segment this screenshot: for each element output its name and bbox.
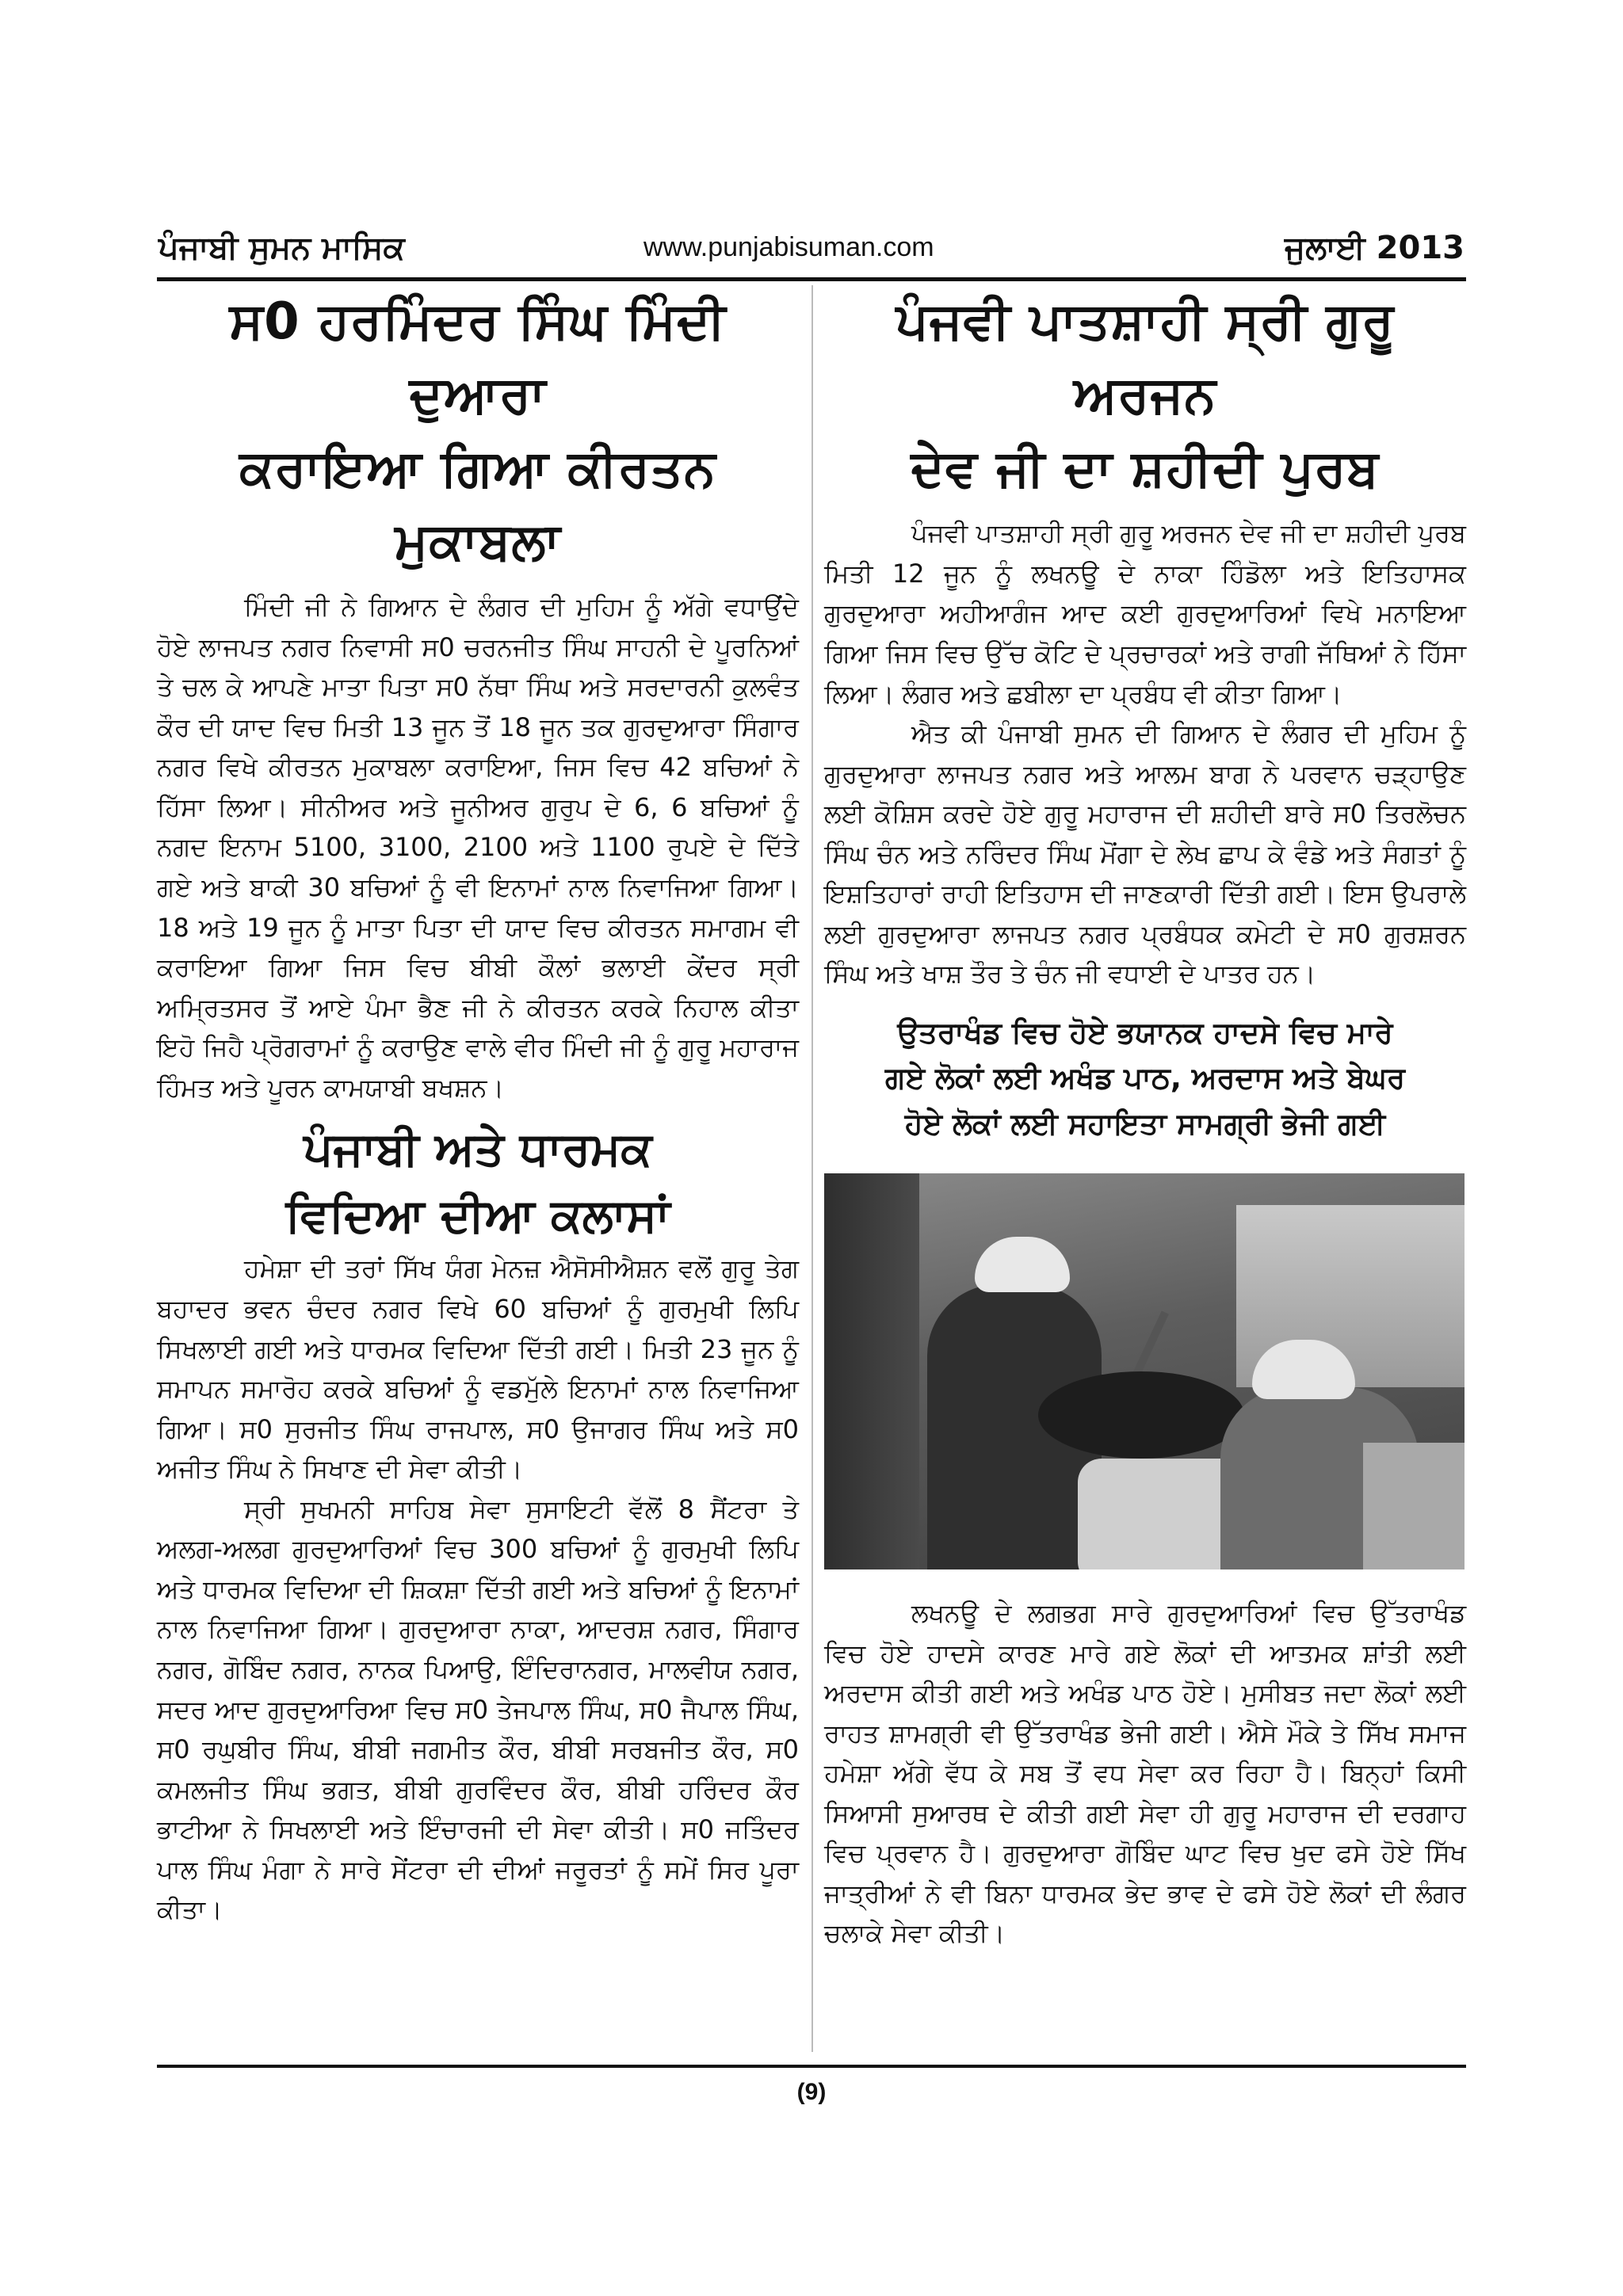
photo-turban-left: [975, 1237, 1070, 1292]
langar-photo: [824, 1173, 1465, 1569]
article-title-uttarakhand-line1: ਉਤਰਾਖੰਡ ਵਿਚ ਹੋਏ ਭਯਾਨਕ ਹਾਦਸੇ ਵਿਚ ਮਾਰੇ: [897, 1015, 1393, 1050]
article-title-classes-line1: ਪੰਜਾਬੀ ਅਤੇ ਧਾਰਮਕ: [304, 1122, 652, 1177]
masthead-title: ਪੰਜਾਬੀ ਸੁਮਨ ਮਾਸਿਕ: [158, 230, 405, 266]
article-title-shaheedi-line2: ਦੇਵ ਜੀ ਦਾ ਸ਼ਹੀਦੀ ਪੁਰਬ: [911, 439, 1380, 498]
article-title-kirtan-line2: ਕਰਾਇਆ ਗਿਆ ਕੀਰਤਨ ਮੁਕਾਬਲਾ: [239, 439, 716, 572]
photo-background: [824, 1173, 919, 1569]
article-body-kirtan: ਮਿੰਦੀ ਜੀ ਨੇ ਗਿਆਨ ਦੇ ਲੰਗਰ ਦੀ ਮੁਹਿਮ ਨੂੰ ਅੱਗੇ ਵਧਾਉਂਦੇ ਹੋਏ ਲਾਜਪਤ ਨਗਰ ਨਿਵਾਸੀ ਸ0 ਚਰਨਜੀਤ ਸਿੰਘ ਸਾਹਨੀ ਦੇ ਪੂਰਨਿਆਂ ਤੇ ਚਲ ਕੇ ਆਪਣੇ ਮਾਤਾ ਪਿਤਾ ਸ0 ਨੱਥਾ ਸਿੰਘ ਅਤੇ ਸਰਦਾਰਨੀ ਕੁਲਵੰਤ ਕੌਰ ਦੀ ਯਾਦ ਵਿਚ ਮਿਤੀ 13 ਜੂਨ ਤੋਂ 18 ਜੂਨ ਤਕ ਗੁਰਦੁਆਰਾ ਸਿੰਗਾਰ ਨਗਰ ਵਿਖੇ ਕੀਰਤਨ ਮੁਕਾਬਲਾ ਕਰਾਇਆ, ਜਿਸ ਵਿਚ 42 ਬਚਿਆਂ ਨੇ ਹਿੱਸਾ ਲਿਆ। ਸੀਨੀਅਰ ਅਤੇ ਜੂਨੀਅਰ ਗੁਰੁਪ ਦੇ 6, 6 ਬਚਿਆਂ ਨੂੰ ਨਗਦ ਇਨਾਮ 5100, 3100, 2100 ਅਤੇ 1100 ਰੁਪਏ ਦੇ ਦਿੱਤੇ ਗਏ ਅਤੇ ਬਾਕੀ 30 ਬਚਿਆਂ ਨੂੰ ਵੀ ਇਨਾਮਾਂ ਨਾਲ ਨਿਵਾਜਿਆ ਗਿਆ। 18 ਅਤੇ 19 ਜੂਨ ਨੂੰ ਮਾਤਾ ਪਿਤਾ ਦੀ ਯਾਦ ਵਿਚ ਕੀਰਤਨ ਸਮਾਗਮ ਵੀ ਕਰਾਇਆ ਗਿਆ ਜਿਸ ਵਿਚ ਬੀਬੀ ਕੌਲਾਂ ਭਲਾਈ ਕੇਂਦਰ ਸ੍ਰੀ ਅਮ੍ਰਿਤਸਰ ਤੋਂ ਆਏ ਪੰਮਾ ਭੈਣ ਜੀ ਨੇ ਕੀਰਤਨ ਕਰਕੇ ਨਿਹਾਲ ਕੀਤਾ ਇਹੋ ਜਿਹੈ ਪ੍ਰੋਗਰਾਮਾਂ ਨੂੰ ਕਰਾਉਣ ਵਾਲੇ ਵੀਰ ਮਿੰਦੀ ਜੀ ਨੂੰ ਗੁਰੂ ਮਹਾਰਾਜ ਹਿੰਮਤ ਅਤੇ ਪੂਰਨ ਕਾਮਯਾਬੀ ਬਖਸ਼ਨ।: [157, 592, 799, 1103]
left-column: [157, 285, 799, 1930]
header-rule: [157, 277, 1466, 281]
issue-date: ਜੁਲਾਈ 2013: [1285, 230, 1465, 266]
right-column: [824, 285, 1466, 1954]
article-title-uttarakhand-line2: ਗਏ ਲੋਕਾਂ ਲਈ ਅਖੰਡ ਪਾਠ, ਅਰਦਾਸ ਅਤੇ ਬੇਘਰ: [884, 1061, 1406, 1096]
article-body-shaheedi-1: ਪੰਜਵੀ ਪਾਤਸ਼ਾਹੀ ਸ੍ਰੀ ਗੁਰੂ ਅਰਜਨ ਦੇਵ ਜੀ ਦਾ ਸ਼ਹੀਦੀ ਪੁਰਬ ਮਿਤੀ 12 ਜੂਨ ਨੂੰ ਲਖਨਊ ਦੇ ਨਾਕਾ ਹਿੰਡੋਲਾ ਅਤੇ ਇਤਿਹਾਸਕ ਗੁਰਦੁਆਰਾ ਅਹੀਆਗੰਜ ਆਦ ਕਈ ਗੁਰਦੁਆਰਿਆਂ ਵਿਖੇ ਮਨਾਇਆ ਗਿਆ ਜਿਸ ਵਿਚ ਉੱਚ ਕੋਟਿ ਦੇ ਪ੍ਰਚਾਰਕਾਂ ਅਤੇ ਰਾਗੀ ਜੱਥਿਆਂ ਨੇ ਹਿੱਸਾ ਲਿਆ। ਲੰਗਰ ਅਤੇ ਛਬੀਲਾ ਦਾ ਪ੍ਰਬੰਧ ਵੀ ਕੀਤਾ ਗਿਆ।: [824, 518, 1466, 709]
footer-rule: [157, 2065, 1466, 2068]
column-divider: [812, 285, 813, 2052]
article-body-classes-1: ਹਮੇਸ਼ਾ ਦੀ ਤਰਾਂ ਸਿੱਖ ਯੰਗ ਮੇਨਜ਼ ਐਸੋਸੀਐਸ਼ਨ ਵਲੋਂ ਗੁਰੂ ਤੇਗ ਬਹਾਦਰ ਭਵਨ ਚੰਦਰ ਨਗਰ ਵਿਖੇ 60 ਬਚਿਆਂ ਨੂੰ ਗੁਰਮੁਖੀ ਲਿਪਿ ਸਿਖਲਾਈ ਗਈ ਅਤੇ ਧਾਰਮਕ ਵਿਦਿਆ ਦਿੱਤੀ ਗਈ। ਮਿਤੀ 23 ਜੂਨ ਨੂੰ ਸਮਾਪਨ ਸਮਾਰੋਹ ਕਰਕੇ ਬਚਿਆਂ ਨੂੰ ਵਡਮੁੱਲੇ ਇਨਾਮਾਂ ਨਾਲ ਨਿਵਾਜਿਆ ਗਿਆ। ਸ0 ਸੁਰਜੀਤ ਸਿੰਘ ਰਾਜਪਾਲ, ਸ0 ਉਜਾਗਰ ਸਿੰਘ ਅਤੇ ਸ0 ਅਜੀਤ ਸਿੰਘ ਨੇ ਸਿਖਾਣ ਦੀ ਸੇਵਾ ਕੀਤੀ।: [157, 1253, 799, 1485]
website-url: www.punjabisuman.com: [643, 232, 934, 262]
article-title-kirtan-line1: ਸ0 ਹਰਮਿੰਦਰ ਸਿੰਘ ਮਿੰਦੀ ਦੁਆਰਾ: [229, 292, 727, 425]
article-body-uttarakhand: ਲਖਨਊ ਦੇ ਲਗਭਗ ਸਾਰੇ ਗੁਰਦੁਆਰਿਆਂ ਵਿਚ ਉੱਤਰਾਖੰਡ ਵਿਚ ਹੋਏ ਹਾਦਸੇ ਕਾਰਣ ਮਾਰੇ ਗਏ ਲੋਕਾਂ ਦੀ ਆਤਮਕ ਸ਼ਾਂਤੀ ਲਈ ਅਰਦਾਸ ਕੀਤੀ ਗਈ ਅਤੇ ਅਖੰਡ ਪਾਠ ਹੋਏ। ਮੁਸੀਬਤ ਜਦਾ ਲੋਕਾਂ ਲਈ ਰਾਹਤ ਸ਼ਾਮਗ੍ਰੀ ਵੀ ਉੱਤਰਾਖੰਡ ਭੇਜੀ ਗਈ। ਐਸੇ ਮੌਕੇ ਤੇ ਸਿੱਖ ਸਮਾਜ ਹਮੇਸ਼ਾ ਅੱਗੇ ਵੱਧ ਕੇ ਸਬ ਤੋਂ ਵਧ ਸੇਵਾ ਕਰ ਰਿਹਾ ਹੈ। ਬਿਨ੍ਹਾਂ ਕਿਸੀ ਸਿਆਸੀ ਸੁਆਰਥ ਦੇ ਕੀਤੀ ਗਈ ਸੇਵਾ ਹੀ ਗੁਰੂ ਮਹਾਰਾਜ ਦੀ ਦਰਗਾਹ ਵਿਚ ਪ੍ਰਵਾਨ ਹੈ। ਗੁਰਦੁਆਰਾ ਗੋਬਿੰਦ ਘਾਟ ਵਿਚ ਖੁਦ ਫਸੇ ਹੋਏ ਸਿੱਖ ਜਾਤ੍ਰੀਆਂ ਨੇ ਵੀ ਬਿਨਾ ਧਾਰਮਕ ਭੇਦ ਭਾਵ ਦੇ ਫਸੇ ਹੋਏ ਲੋਕਾਂ ਦੀ ਲੰਗਰ ਚਲਾਕੇ ਸੇਵਾ ਕੀਤੀ।: [824, 1597, 1466, 1949]
article-title-classes-line2: ਵਿਦਿਆ ਦੀਆ ਕਲਾਸਾਂ: [285, 1188, 670, 1243]
photo-plates: [1363, 1443, 1465, 1569]
article-title-uttarakhand-line3: ਹੋਏ ਲੋਕਾਂ ਲਈ ਸਹਾਇਤਾ ਸਾਮਗ੍ਰੀ ਭੇਜੀ ਗਈ: [904, 1106, 1386, 1141]
article-body-shaheedi-2: ਐਤ ਕੀ ਪੰਜਾਬੀ ਸੁਮਨ ਦੀ ਗਿਆਨ ਦੇ ਲੰਗਰ ਦੀ ਮੁਹਿਮ ਨੂੰ ਗੁਰਦੁਆਰਾ ਲਾਜਪਤ ਨਗਰ ਅਤੇ ਆਲਮ ਬਾਗ ਨੇ ਪਰਵਾਨ ਚੜ੍ਹਾਉਣ ਲਈ ਕੋਸ਼ਿਸ ਕਰਦੇ ਹੋਏ ਗੁਰੂ ਮਹਾਰਾਜ ਦੀ ਸ਼ਹੀਦੀ ਬਾਰੇ ਸ0 ਤਿਰਲੋਚਨ ਸਿੰਘ ਚੰਨ ਅਤੇ ਨਰਿੰਦਰ ਸਿੰਘ ਮੋਂਗਾ ਦੇ ਲੇਖ ਛਾਪ ਕੇ ਵੰਡੇ ਅਤੇ ਸੰਗਤਾਂ ਨੂੰ ਇਸ਼ਤਿਹਾਰਾਂ ਰਾਹੀ ਇਤਿਹਾਸ ਦੀ ਜਾਣਕਾਰੀ ਦਿੱਤੀ ਗਈ। ਇਸ ਉਪਰਾਲੇ ਲਈ ਗੁਰਦੁਆਰਾ ਲਾਜਪਤ ਨਗਰ ਪ੍ਰਬੰਧਕ ਕਮੇਟੀ ਦੇ ਸ0 ਗੁਰਸ਼ਰਨ ਸਿੰਘ ਅਤੇ ਖਾਸ਼ ਤੌਰ ਤੇ ਚੰਨ ਜੀ ਵਧਾਈ ਦੇ ਪਾਤਰ ਹਨ।: [824, 719, 1466, 990]
article-body-classes-2: ਸ੍ਰੀ ਸੁਖਮਨੀ ਸਾਹਿਬ ਸੇਵਾ ਸੁਸਾਇਟੀ ਵੱਲੋਂ 8 ਸੈਂਟਰਾ ਤੇ ਅਲਗ-ਅਲਗ ਗੁਰਦੁਆਰਿਆਂ ਵਿਚ 300 ਬਚਿਆਂ ਨੂੰ ਗੁਰਮੁਖੀ ਲਿਪਿ ਅਤੇ ਧਾਰਮਕ ਵਿਦਿਆ ਦੀ ਸ਼ਿਕਸ਼ਾ ਦਿੱਤੀ ਗਈ ਅਤੇ ਬਚਿਆਂ ਨੂੰ ਇਨਾਮਾਂ ਨਾਲ ਨਿਵਾਜਿਆ ਗਿਆ। ਗੁਰਦੁਆਰਾ ਨਾਕਾ, ਆਦਰਸ਼ ਨਗਰ, ਸਿੰਗਾਰ ਨਗਰ, ਗੋਬਿੰਦ ਨਗਰ, ਨਾਨਕ ਪਿਆਉ, ਇੰਦਿਰਾਨਗਰ, ਮਾਲਵੀਯ ਨਗਰ, ਸਦਰ ਆਦ ਗੁਰਦੁਆਰਿਆ ਵਿਚ ਸ0 ਤੇਜਪਾਲ ਸਿੰਘ, ਸ0 ਜੈਪਾਲ ਸਿੰਘ, ਸ0 ਰਘੁਬੀਰ ਸਿੰਘ, ਬੀਬੀ ਜਗਮੀਤ ਕੌਰ, ਬੀਬੀ ਸਰਬਜੀਤ ਕੌਰ, ਸ0 ਕਮਲਜੀਤ ਸਿੰਘ ਭਗਤ, ਬੀਬੀ ਗੁਰਵਿੰਦਰ ਕੌਰ, ਬੀਬੀ ਹਰਿੰਦਰ ਕੌਰ ਭਾਟੀਆ ਨੇ ਸਿਖਲਾਈ ਅਤੇ ਇੰਚਾਰਜੀ ਦੀ ਸੇਵਾ ਕੀਤੀ। ਸ0 ਜਤਿੰਦਰ ਪਾਲ ਸਿੰਘ ਮੰਗਾ ਨੇ ਸਾਰੇ ਸੇਂਟਰਾ ਦੀ ਦੀਆਂ ਜਰੂਰਤਾਂ ਨੂੰ ਸਮੇਂ ਸਿਰ ਪੂਰਾ ਕੀਤਾ।: [157, 1493, 799, 1925]
page-number: (9): [796, 2079, 827, 2105]
photo-wok: [1038, 1371, 1244, 1459]
article-title-shaheedi-line1: ਪੰਜਵੀ ਪਾਤਸ਼ਾਹੀ ਸ੍ਰੀ ਗੁਰੂ ਅਰਜਨ: [896, 292, 1395, 425]
